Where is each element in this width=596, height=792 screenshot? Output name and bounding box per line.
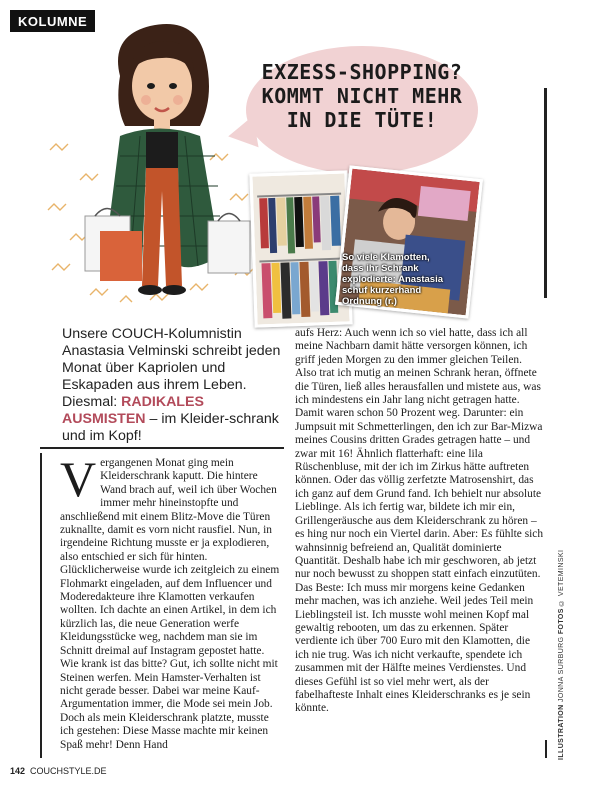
columnist-illustration [80,16,270,306]
intro-text [62,326,284,445]
intro-lead: Unsere COUCH-Kolumnistin Anastasia Velminski schreibt jeden Monat über Kapriolen und Eskapaden aus ihrem Leben. Diesmal: [62,326,281,410]
site-name: COUCHSTYLE.DE [30,766,107,776]
intro-tail: – im Kleider-schrank und im Kopf! [62,411,279,444]
photo-caption: So viele Klamotten, dass ihr Schrank explodierte: Anastasia schuf kurzerhand Ordnung (r.) [342,252,444,307]
photo-credit [558,549,570,760]
headline [254,60,470,132]
left-border-rule [40,453,42,758]
right-border-rule [544,88,547,298]
headline-line-1: EXZESS-SHOPPING? [261,60,463,84]
intro-highlight: RADIKALES AUSMISTEN [62,394,204,427]
article-column-2 [295,327,545,759]
credit-fotos-name: © VETEMINSKI [558,549,565,606]
page-number: 142 [10,766,26,776]
article-column-1 [60,457,282,757]
column-2-body: aufs Herz: Auch wenn ich so viel hatte, dass ich all meine Nachbarn damit hätte versorgen können, ich griff jeden Morgen zu den immer gleichen Teilen. Also trat ich mutig an meinen Schrank heran, öffnete die Türen, ließ alles herausfallen und mistete aus, was ich mindestens ein Jahr lang nicht getragen hatte. Damit waren schon 50 Prozent weg. Darunter: ein Jumpsuit mit Schmetterlingen, den ich zur Bar-Mizwa meines Cousins dritten Grades getragen hatte – und zwar mit 16! Ähnlich flatterhaft: eine lila Rüschenbluse, mit der ich im Zirkus hätte auftreten können. Oder das völlig zerfetzte Matrosenshirt, das ich ganz auf dem Grund fand. Ich behielt nur absolute Lieblinge. Als ich fertig war, bildete ich mir ein, Grillengeräusche aus dem Kleiderschrank zu hören – es hing nur noch ein Viertel darin. Aber: Es fühlte sich wahnsinnig befreiend an, Qualität dominierte Quantität. Deshalb habe ich mir geschworen, ab jetzt nur noch bewusst zu shoppen statt einfach einzutüten. Das Beste: Ich muss mir morgens keine Gedanken mehr machen, was ich anziehe. Weil jedes Teil mein Lieblingsteil ist. Ich musste wohl meinen Kopf mal gewaltig rebooten, um das zu erkennen. Später verdiente ich über 700 Euro mit den Klamotten, die ich nie trug. Was ich nicht verkaufte, spendete ich zusammen mit der Hälfte meines Verdienstes. Und dieses Gefühl ist so viel mehr wert, als der fabelhafteste Inhalt eines Kleiderschranks es je sein könnte. [295,327,544,715]
credit-fotos-label: FOTOS [558,608,565,635]
intro-divider [40,447,284,449]
credit-illus-name: JONNA SURBURG [558,636,565,703]
headline-line-3: IN DIE TÜTE! [286,108,438,132]
drop-cap: V [60,457,97,507]
right-bottom-rule [545,740,547,758]
section-tag: KOLUMNE [10,10,95,32]
credit-illus-label: ILLUSTRATION [558,704,565,760]
column-1-text [60,457,282,752]
page-footer [10,766,107,776]
headline-line-2: KOMMT NICHT MEHR [261,84,463,108]
column-1-body: ergangenen Monat ging mein Kleiderschrank kaputt. Die hintere Wand brach auf, weil ich über Wochen immer mehr hineinstopfte und anschließend mit einem Blitz-Move die Türen zuknallte, damit es vorn nicht rausfiel. Nun, in irgendeine Richtung musste er ja explodieren, also entschied er sich für hinten. Glücklicherweise wurde ich zeitgleich zu einem Flohmarkt eingeladen, auf dem Influencer und Moderedakteure ihre Klamotten verkaufen wollten. Ich dachte an einen Artikel, in dem ich kürzlich las, die neue Generation werfe Kleidungsstücke weg, nachdem man sie im Schnitt dreimal auf Instagram gepostet hatte. Wie krank ist das bitte? Gut, ich sollte nicht mit Steinen werfen. Mein Hamster-Verhalten ist nicht gerade besser. Dabei war meine Kauf-Argumentation immer, die Mode sei mein Job. Doch als mein Kleiderschrank platzte, musste ich gestehen: Diese Masse machte mir keinen Spaß mehr! Denn Hand [60,457,280,751]
